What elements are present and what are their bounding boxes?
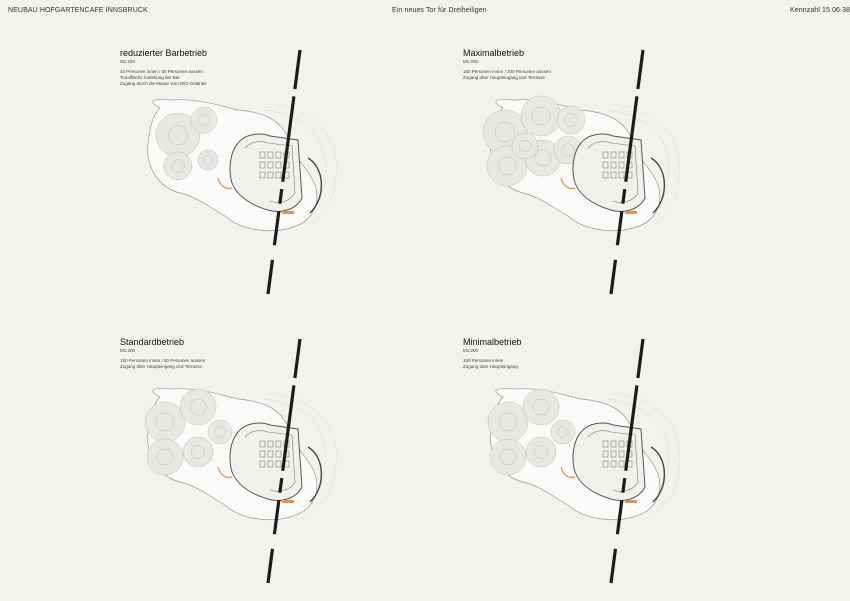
tree-canopy <box>521 96 561 136</box>
boundary-wall <box>268 549 272 583</box>
panel-line: 150 Personen innen / 200 Personen aussen <box>463 69 551 74</box>
panel-scale: M1:200 <box>463 59 479 64</box>
boundary-wall <box>611 549 615 583</box>
boundary-wall <box>280 189 282 204</box>
tree-canopy <box>557 106 585 134</box>
tree-canopy <box>512 133 538 159</box>
entrance-marker <box>282 500 294 503</box>
panel-standard <box>120 337 450 587</box>
tree-canopy <box>490 439 526 475</box>
project-title: NEUBAU HOFGARTENCAFE INNSBRUCK <box>8 7 148 14</box>
tree-canopy <box>191 107 217 133</box>
floor-plan <box>120 337 450 587</box>
panel-line: 40 Personen innen / 50 Personen aussen <box>120 69 203 74</box>
panel-title: Maximalbetrieb <box>463 48 525 58</box>
panel-line: Zugang durch die Mauer vom MCI-Gelände <box>120 81 207 86</box>
project-code: Kennzahl 15 06 38 <box>790 7 850 14</box>
tree-canopy <box>488 402 528 442</box>
panel-scale: M1:200 <box>120 348 136 353</box>
tree-canopy <box>145 402 185 442</box>
tree-canopy <box>208 420 232 444</box>
tree-canopy <box>551 420 575 444</box>
panel-line: Zugang über Haupteingang und Terrasse <box>463 75 545 80</box>
panel-title: Minimalbetrieb <box>463 337 522 347</box>
boundary-wall <box>295 50 300 89</box>
panel-reduced-bar <box>120 48 450 298</box>
panel-maximal <box>463 48 793 298</box>
panel-title: reduzierter Barbetrieb <box>120 48 208 58</box>
tree-canopy <box>526 437 556 467</box>
panel-scale: M1:200 <box>463 348 479 353</box>
panel-line: 150 Personen innen / 50 Personen aussen <box>120 358 206 363</box>
boundary-wall <box>280 478 282 493</box>
tree-canopy <box>164 152 192 180</box>
tree-canopy <box>523 389 559 425</box>
floor-plan <box>463 337 793 587</box>
entrance-marker <box>625 211 637 214</box>
panel-description <box>463 69 551 81</box>
tree-canopy <box>183 437 213 467</box>
boundary-wall <box>638 339 643 378</box>
boundary-wall <box>623 478 625 493</box>
boundary-wall <box>623 189 625 204</box>
tree-canopy <box>180 389 216 425</box>
entrance-marker <box>625 500 637 503</box>
panel-description <box>120 358 205 370</box>
panel-minimal <box>463 337 793 587</box>
tree-canopy <box>147 439 183 475</box>
panel-scale: M1:200 <box>120 59 136 64</box>
panel-line: 150 Personen innen <box>463 358 504 363</box>
panel-description <box>463 358 518 370</box>
panel-line: Zugang über Haupteingang <box>463 364 518 369</box>
boundary-wall <box>611 260 615 294</box>
panel-description <box>120 69 207 87</box>
entrance-marker <box>282 211 294 214</box>
panel-line: Zugang über Haupteingang und Terrasse <box>120 364 202 369</box>
boundary-wall <box>295 339 300 378</box>
floor-plan <box>463 48 793 298</box>
boundary-wall <box>268 260 272 294</box>
tree-canopy <box>198 150 218 170</box>
panel-title: Standardbetrieb <box>120 337 185 347</box>
panel-line: Tonalfläche fortleitung der Bar <box>120 75 180 80</box>
boundary-wall <box>638 50 643 89</box>
project-subtitle: Ein neues Tor für Dreiheiligen <box>392 7 487 14</box>
